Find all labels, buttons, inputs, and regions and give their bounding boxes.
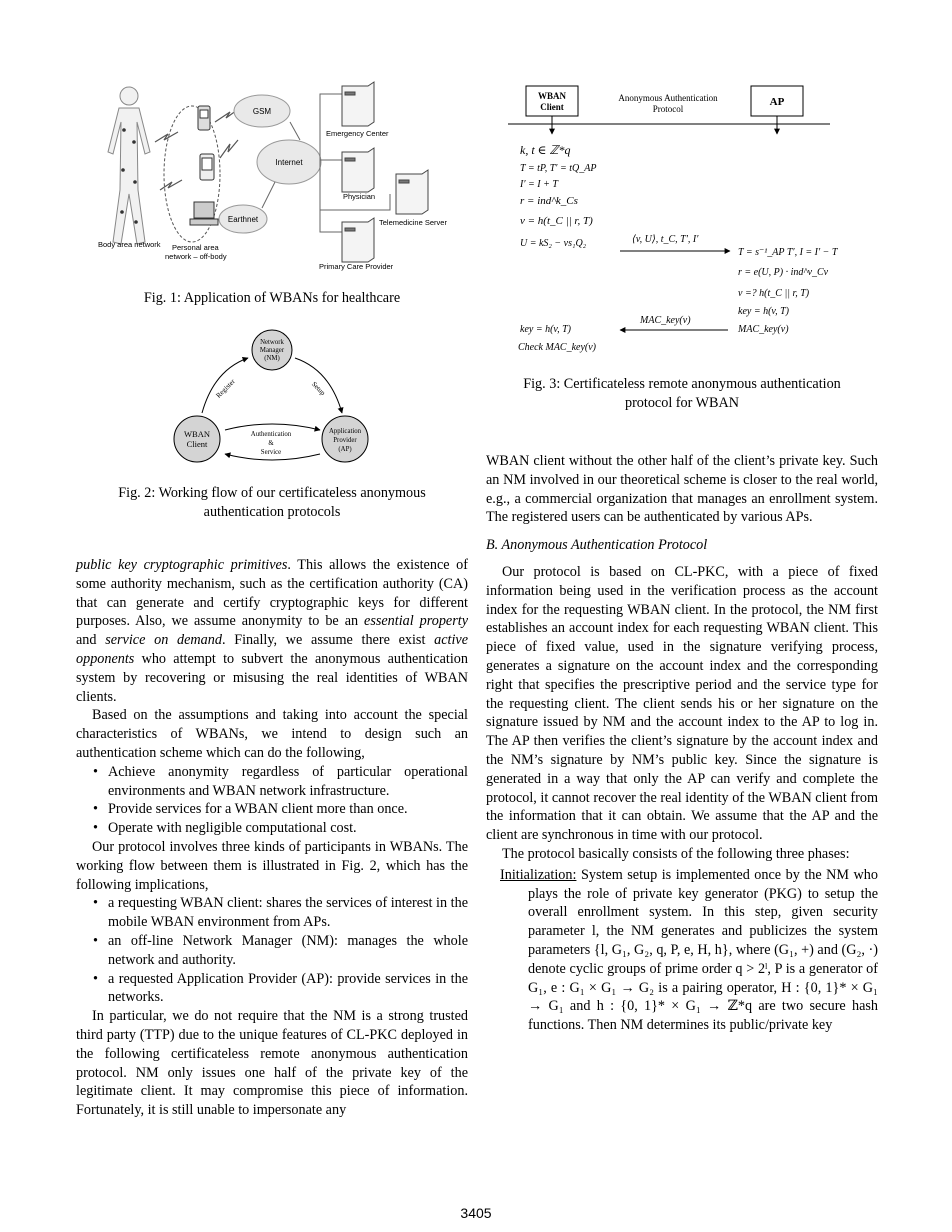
list-item: • Achieve anonymity regardless of particular operational environments and WBAN network infrastructure. <box>108 763 468 801</box>
physician-server-icon <box>342 148 374 192</box>
protocol-title-2: Protocol <box>652 104 684 114</box>
ap-box-label: AP <box>769 96 785 108</box>
proto-left-final-2: Check MAC_key(v) <box>518 342 597 353</box>
list-item: • a requested Application Provider (AP): provide services in the networks. <box>108 970 468 1008</box>
auth-label-2: & <box>268 440 274 447</box>
paragraph: Our protocol is based on CL-PKC, with a piece of fixed information being used in the verification process as the account index for the requesting WBAN client. In the protocol, the NM first establishes an account index for each requesting WBAN client. This piece of fixed value, used in the signature verifying process, generates a signature on the account index and the corresponding right that specifies the prescriptive period and the service type for the requesting client. The client sends his or her signature on the signature issued by NM and the account index to the AP to log in. The AP then verifies the client’s signature by the account index and the NM’s signature by NM’s public key. Since the signature is generated in a way that only the AP can verify and complete the protocol, it cannot recover the real identity of the WBAN client from the information that it can obtain. We assume that the AP and the client are synchronous in time with our protocol. <box>486 563 878 844</box>
ap-label-1: Application <box>328 428 362 435</box>
proto-left-line: I′ = I + T <box>520 179 558 190</box>
paragraph: The protocol basically consists of the following three phases: <box>502 845 850 862</box>
physician-label: Physician <box>343 192 376 201</box>
list-item: • an off-line Network Manager (NM): manages the whole network and authority. <box>108 932 468 970</box>
nm-label-2: Manager <box>259 347 285 354</box>
telemedicine-label: Telemedicine Server <box>379 218 447 227</box>
proto-left-final-1: key = h(v, T) <box>520 324 571 335</box>
gsm-label: GSM <box>252 107 272 116</box>
initialization-phase <box>486 866 878 1035</box>
fig2-caption-line1: Fig. 2: Working flow of our certificateless anonymous <box>118 485 426 501</box>
list-item: • Provide services for a WBAN client more than once. <box>108 800 468 819</box>
nm-label-1: Network <box>260 339 284 346</box>
list-item: • a requesting WBAN client: shares the services of interest in the mobile WBAN environment from APs. <box>108 894 468 932</box>
internet-label: Internet <box>275 158 303 167</box>
proto-right-line: key = h(v, T) <box>738 306 789 317</box>
primary-care-server-icon <box>342 218 374 262</box>
register-label: Register <box>214 377 237 400</box>
client-label-1: WBAN <box>184 429 210 439</box>
phase-text: System setup is implemented once by the NM who plays the role of private key generator (PKG) to setup the overall enrollment system. In this step, given security parameter l, the NM generates and publicizes the system parameters {l, G₁, G₂, q, P, e, H, h}, where (G₁, +) and (G₂, ·) denote cyclic groups of prime order q > 2ˡ, P is a generator of G₁, e : G₁ × G₁ → G₂ is a pairing operator, H : {0, 1}* × G₁ → G₁ and h : {0, 1}* × G₁ → ℤ*q are two secure hash functions. Then NM determines its public/private key <box>528 866 878 1034</box>
fig3-caption-line1: Fig. 3: Certificateless remote anonymous authentication <box>523 376 841 392</box>
primary-care-label: Primary Care Provider <box>319 262 394 271</box>
right-column <box>486 452 878 1035</box>
body-area-label: Body area network <box>98 240 161 249</box>
computer-icon <box>190 202 218 225</box>
auth-label-1: Authentication <box>250 431 292 438</box>
paragraph: WBAN client without the other half of the client’s private key. Such an NM involved in our theoretical scheme is closer to the real world, e.g., a commercial organization that manages an enrollment system. The registered users can be authenticated by various APs. <box>486 453 878 526</box>
personal-area-label-2: network – off-body <box>165 252 227 261</box>
client-label-2: Client <box>186 439 208 449</box>
proto-left-line: U = kS₂ − vs₁Q₂ <box>520 238 587 249</box>
client-box-line2: Client <box>540 102 564 112</box>
phone-icon <box>198 106 210 130</box>
nm-label-3: (NM) <box>264 355 280 362</box>
paragraph: public key cryptographic primitives. This allows the existence of some authority mechanism, such as the certification authority (CA) that can generate and certify cryptographic keys for different purposes. Also, we assume anonymity to be an essential property and service on demand. Finally, we assume there exist active opponents who attempt to subvert the anonymous authentication system by recovering or misusing the real identities of WBAN clients. <box>76 557 468 705</box>
telemedicine-server-icon <box>396 170 428 214</box>
fig3-caption-line2: protocol for WBAN <box>624 394 739 411</box>
pda-icon <box>200 154 214 180</box>
setup-label: Setup <box>309 380 327 398</box>
participants-list <box>76 894 468 1007</box>
paragraph: In particular, we do not require that the NM is a strong trusted third party (TTP) due to the unique features of CL-PKC deployed in the following certificateless remote anonymous authentication protocol. NM only issues one half of the private key of the legitimate client. It may compromise this piece of information. Fortunately, it is still unable to impersonate any <box>76 1008 468 1119</box>
fig2-caption <box>76 484 468 521</box>
auth-label-3: Service <box>260 449 282 456</box>
section-heading: B. Anonymous Authentication Protocol <box>486 537 708 554</box>
fig3-protocol <box>508 82 838 362</box>
page-number: 3405 <box>460 1205 492 1221</box>
client-box-line1: WBAN <box>537 91 567 101</box>
protocol-title-1: Anonymous Authentication <box>618 93 718 103</box>
proto-right-line: v =? h(t_C || r, T) <box>738 288 810 299</box>
phase-label: Initialization: <box>500 866 577 883</box>
proto-right-line: r = e(U, P) · ind^v_Cv <box>738 267 829 278</box>
ap-label-2: Provider <box>333 437 357 444</box>
fig2-diagram <box>170 330 380 468</box>
body-figure-icon <box>108 87 150 244</box>
message-1: ⟨v, U⟩, t_C, T′, I′ <box>632 234 699 245</box>
fig1-diagram <box>90 82 447 282</box>
fig2-caption-line2: authentication protocols <box>203 503 341 520</box>
paragraph: Based on the assumptions and taking into account the special characteristics of WBANs, we intend to design such an authentication scheme which can do the following, <box>76 707 468 761</box>
earthnet-label: Earthnet <box>227 215 259 224</box>
emergency-label: Emergency Center <box>326 129 389 138</box>
message-2: MAC_key(v) <box>640 315 691 326</box>
list-item: • Operate with negligible computational cost. <box>108 819 468 838</box>
proto-left-line: r = ind^k_Cs <box>520 195 578 207</box>
proto-left-line: k, t ∈ ℤ*q <box>520 143 571 157</box>
emergency-server-icon <box>342 82 374 126</box>
personal-area-label-1: Personal area <box>172 243 219 252</box>
fig1-caption: Fig. 1: Application of WBANs for healthcare <box>143 290 401 306</box>
proto-right-line: T = s⁻¹_AP T′, I = I′ − T <box>738 247 838 258</box>
ap-label-3: (AP) <box>338 446 352 453</box>
proto-left-line: T = tP, T′ = tQ_AP <box>520 163 597 174</box>
proto-left-line: v = h(t_C || r, T) <box>520 215 593 227</box>
paragraph: Our protocol involves three kinds of participants in WBANs. The working flow between them is illustrated in Fig. 2, which has the following implications, <box>76 838 468 893</box>
goals-list <box>76 763 468 838</box>
left-column <box>76 556 468 1120</box>
proto-right-line: MAC_key(v) <box>738 324 789 335</box>
fig3-caption <box>486 375 878 412</box>
